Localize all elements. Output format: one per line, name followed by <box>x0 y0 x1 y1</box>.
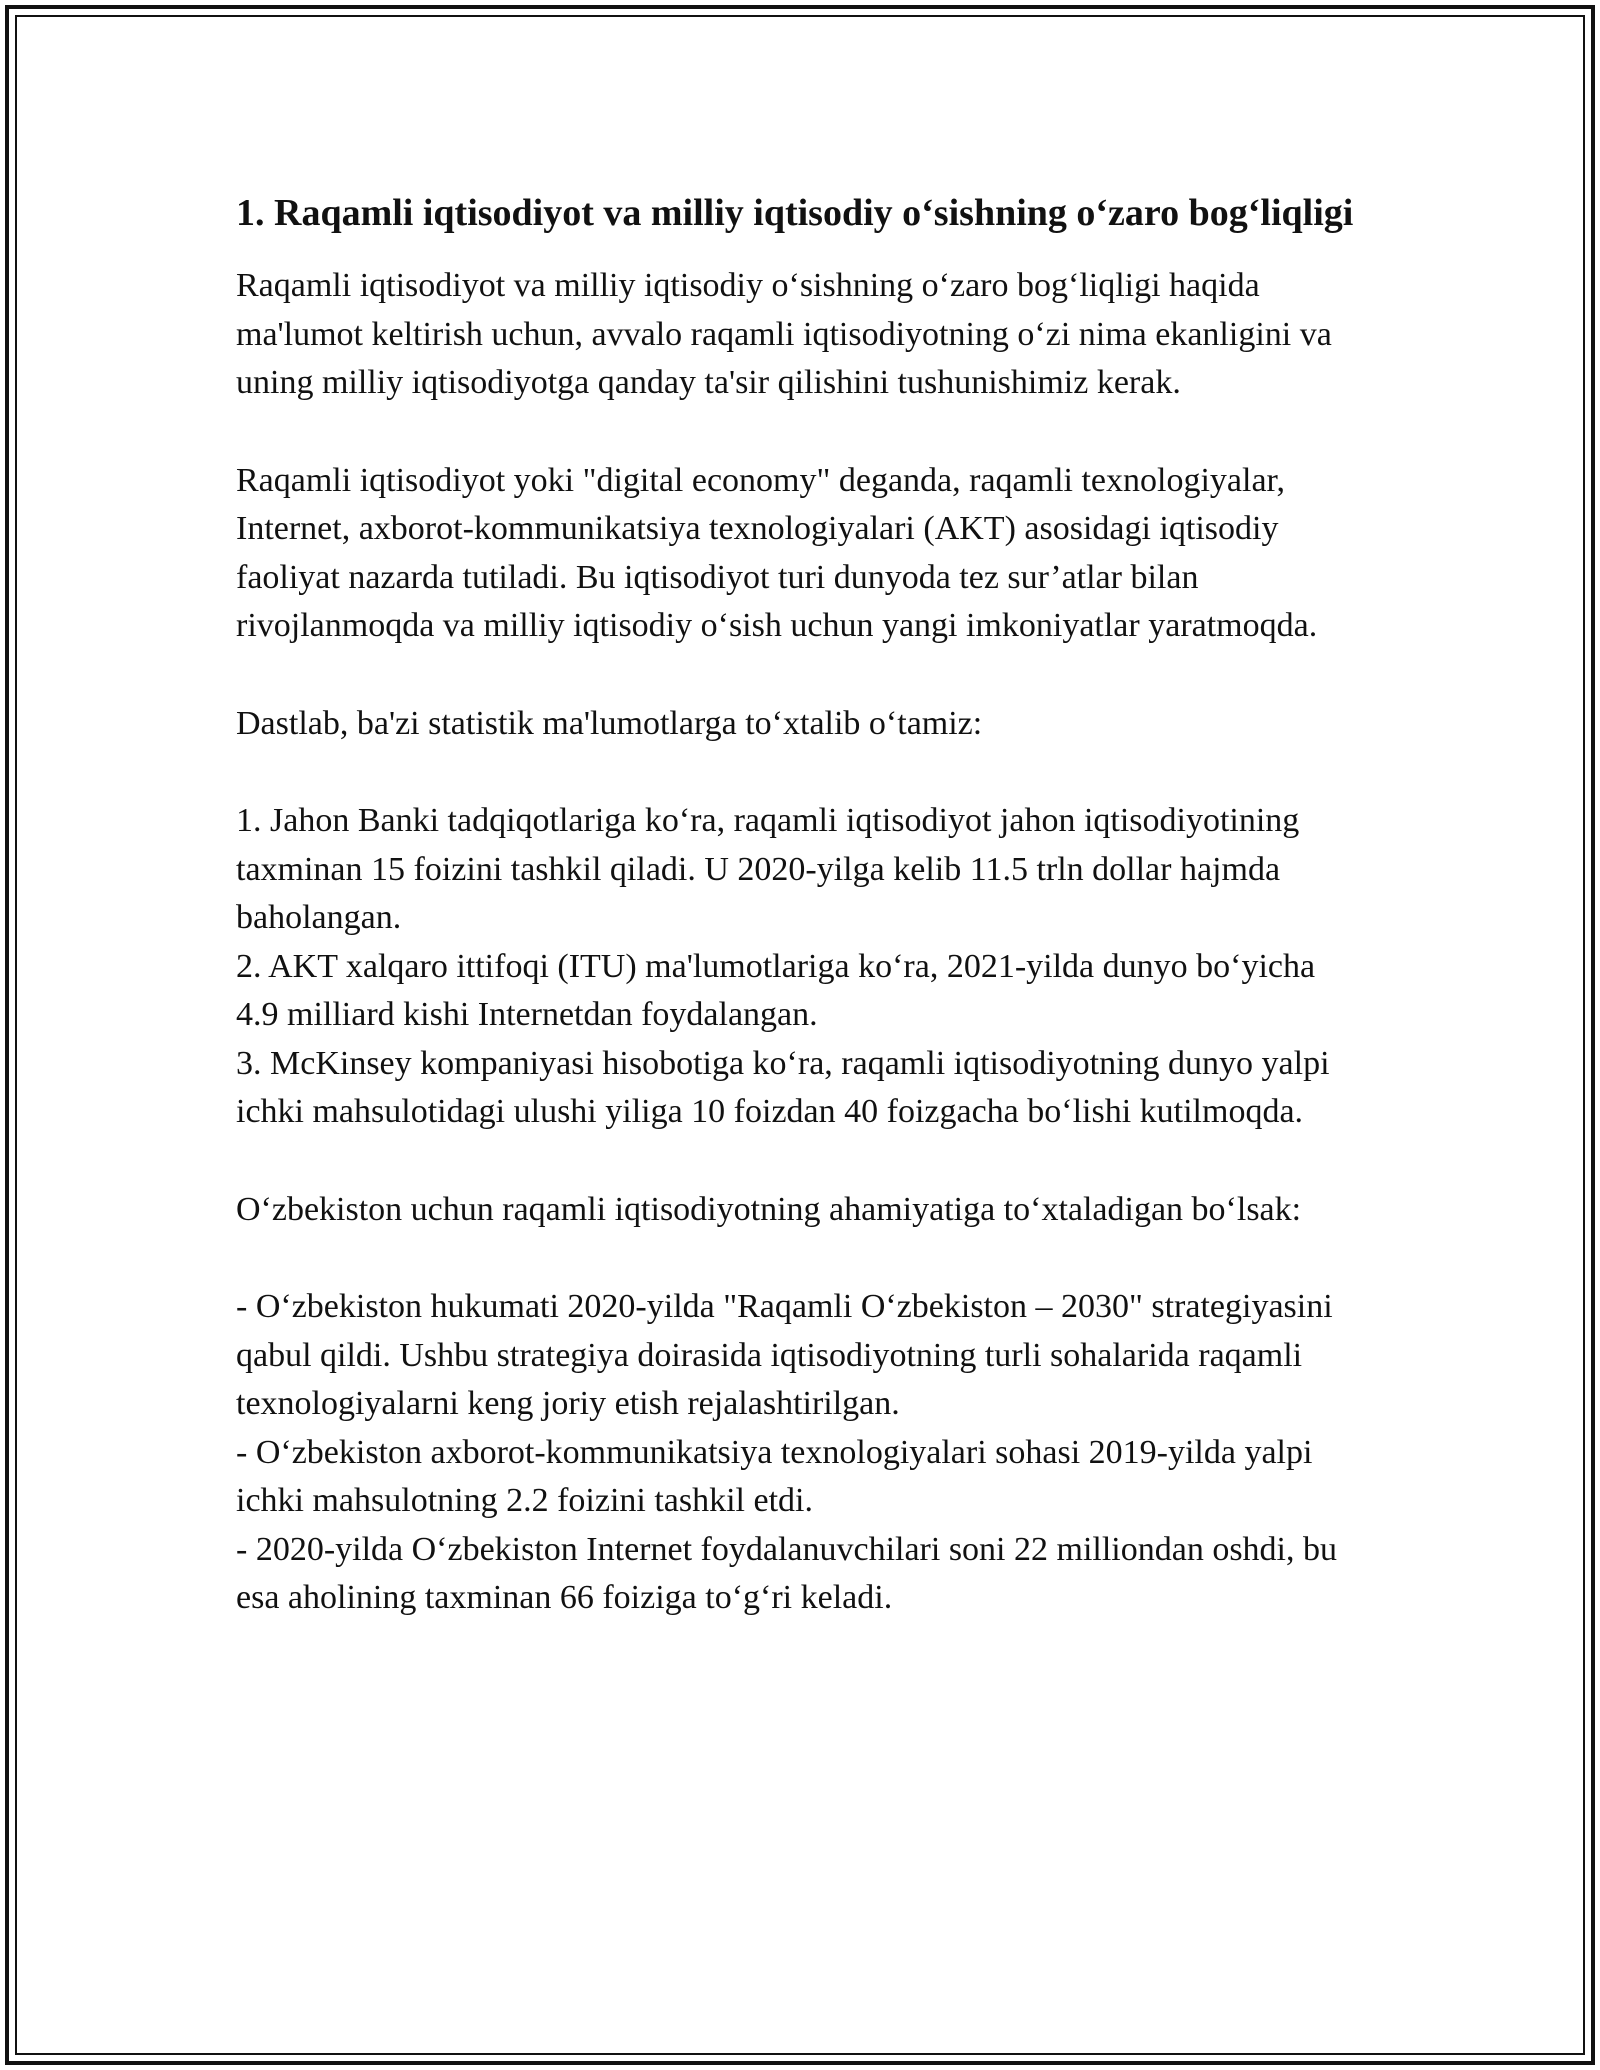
paragraph-spacer <box>236 1234 1366 1283</box>
list-item: - O‘zbekiston hukumati 2020-yilda "Raqamli O‘zbekiston – 2030" strategiyasini qabul qildi. Ushbu strategiya doirasida iqtisodiyotning turli sohalarida raqamli texnologiyalarni keng joriy etish rejalashtirilgan. <box>236 1288 1333 1422</box>
paragraph-spacer <box>236 748 1366 797</box>
stats-intro-paragraph: Dastlab, ba'zi statistik ma'lumotlarga to‘xtalib o‘tamiz: <box>236 704 983 742</box>
uzbekistan-intro-paragraph: O‘zbekiston uchun raqamli iqtisodiyotning ahamiyatiga to‘xtaladigan bo‘lsak: <box>236 1190 1302 1228</box>
list-item: 3. McKinsey kompaniyasi hisobotiga ko‘ra, raqamli iqtisodiyotning dunyo yalpi ichki mahsulotidagi ulushi yiliga 10 foizdan 40 foizgacha bo‘lishi kutilmoqda. <box>236 1044 1330 1130</box>
paragraph-spacer <box>236 1137 1366 1186</box>
list-item: 2. AKT xalqaro ittifoqi (ITU) ma'lumotlariga ko‘ra, 2021-yilda dunyo bo‘yicha 4.9 milliard kishi Internetdan foydalangan. <box>236 947 1316 1033</box>
list-item: 1. Jahon Banki tadqiqotlariga ko‘ra, raqamli iqtisodiyot jahon iqtisodiyotining taxminan 15 foizini tashkil qiladi. U 2020-yilga kelib 11.5 trln dollar hajmda baholangan. <box>236 802 1300 936</box>
paragraph-spacer <box>236 651 1366 700</box>
list-item: - O‘zbekiston axborot-kommunikatsiya texnologiyalari sohasi 2019-yilda yalpi ichki mahsulotning 2.2 foizini tashkil etdi. <box>236 1433 1313 1519</box>
stats-list <box>236 797 1366 1137</box>
section-heading: 1. Raqamli iqtisodiyot va milliy iqtisodiy o‘sishning o‘zaro bog‘liqligi <box>236 192 1354 234</box>
uzbekistan-list <box>236 1283 1366 1623</box>
document-body <box>236 186 1366 1623</box>
paragraph-spacer <box>236 408 1366 457</box>
definition-paragraph: Raqamli iqtisodiyot yoki "digital economy" deganda, raqamli texnologiyalar, Internet, axborot-kommunikatsiya texnologiyalari (AKT) asosidagi iqtisodiy faoliyat nazarda tutiladi. Bu iqtisodiyot turi dunyoda tez sur’atlar bilan rivojlanmoqda va milliy iqtisodiy o‘sish uchun yangi imkoniyatlar yaratmoqda. <box>236 461 1318 644</box>
list-item: - 2020-yilda O‘zbekiston Internet foydalanuvchilari soni 22 milliondan oshdi, bu esa aholining taxminan 66 foiziga to‘g‘ri keladi. <box>236 1530 1337 1616</box>
intro-paragraph: Raqamli iqtisodiyot va milliy iqtisodiy o‘sishning o‘zaro bog‘liqligi haqida ma'lumot keltirish uchun, avvalo raqamli iqtisodiyotning o‘zi nima ekanligini va uning milliy iqtisodiyotga qanday ta'sir qilishini tushunishimiz kerak. <box>236 267 1332 401</box>
